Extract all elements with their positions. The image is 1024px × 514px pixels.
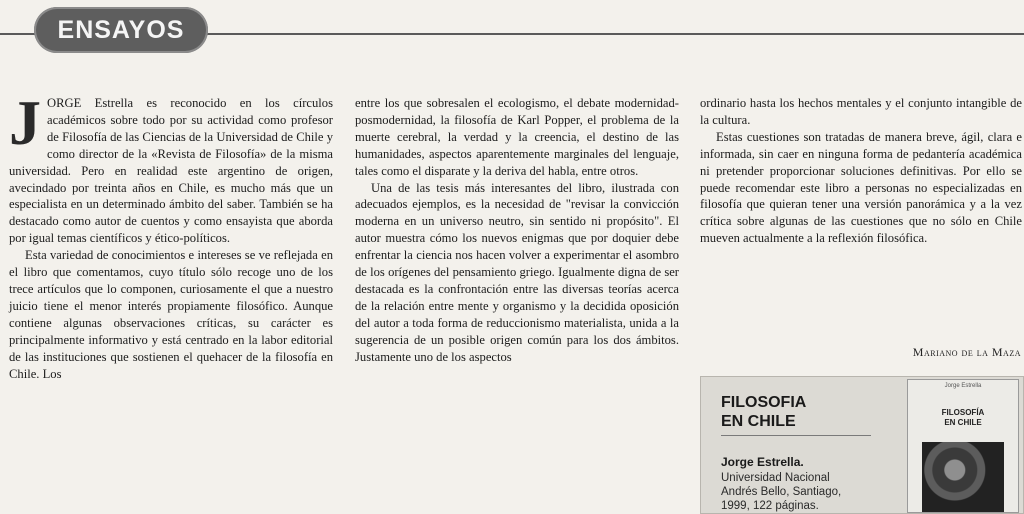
book-details	[721, 471, 901, 513]
paragraph: Esta variedad de conocimientos e intereses se ve reflejada en el libro que comentamos, cuyo título sólo recoge uno de los trece artículos que lo componen, curiosamente el que a nuestro juicio tiene el menor interés propiamente filosófico. Aunque contiene algunas observaciones críticas, su carácter es principalmente informativo y está centrado en la labor editorial de las instituciones que sostienen el quehacer de la filosofía en Chile. Los	[9, 248, 333, 381]
book-year-pages: 1999, 122 páginas.	[721, 500, 819, 512]
article-column-2	[355, 95, 679, 366]
paragraph: ordinario hasta los hechos mentales y el conjunto intangible de la cultura.	[700, 96, 1022, 127]
paragraph: entre los que sobresalen el ecologismo, el debate modernidad-posmodernidad, la filosofía de Karl Popper, el problema de la muerte cerebral, la verdad y la creencia, el destino de las humanidades, aspectos aparentemente marginales del lenguaje, tales como el disparate y la deriva del habla, entre otros.	[355, 96, 679, 178]
book-title-rule	[721, 435, 871, 436]
cover-author: Jorge Estrella	[944, 383, 982, 389]
book-publisher: Universidad Nacional	[721, 472, 830, 484]
book-author: Jorge Estrella.	[721, 455, 804, 469]
book-publisher-location: Andrés Bello, Santiago,	[721, 486, 842, 498]
article-column-3	[700, 95, 1022, 247]
section-tab	[34, 7, 208, 53]
paragraph: Estas cuestiones son tratadas de manera breve, ágil, clara e informada, sin caer en ninguna forma de pedantería académica ni pretender proporcionar soluciones definitivas. Por ello se puede recomendar este libro a personas no especializadas en filosofía que quieran tener una versión panorámica y a la vez crítica sobre algunas de las cuestiones que no sólo en Chile mueven actualmente a la reflexión filosófica.	[700, 129, 1022, 246]
article-column-1	[9, 87, 333, 382]
section-title: ENSAYOS	[57, 15, 185, 44]
book-title-line: EN CHILE	[721, 413, 796, 430]
paragraph	[9, 87, 333, 247]
book-title	[721, 393, 806, 431]
author-signature: Mariano de la Maza	[912, 345, 1021, 359]
cover-title	[908, 408, 1018, 428]
cover-title-line: EN CHILE	[944, 418, 982, 427]
book-info-box	[700, 376, 1024, 514]
book-title-line: FILOSOFIA	[721, 394, 807, 411]
dropcap: J	[9, 87, 41, 158]
paragraph: Una de las tesis más interesantes del libro, ilustrada con adecuados ejemplos, es la necesidad de "revisar la convicción moderna en un universo neutro, sin sentido ni propósito". El autor muestra cómo los nuevos enigmas que por doquier debe enfrentar la ciencia nos hacen volver a experimentar el asombro de los orígenes del pensamiento griego. Igualmente digna de ser destacada es la confrontación entre las diversas teorías acerca de la relación entre mente y organismo y la decidida oposición del autor a toda forma de reduccionismo materialista, unida a la sugerencia de un posible origen común para los dos ámbitos. Justamente uno de los aspectos	[355, 180, 679, 364]
paragraph-text: ORGE Estrella es reconocido en los círculos académicos sobre todo por su actividad como profesor de Filosofía de las Ciencias de la Universidad de Chile y como director de la «Revista de Filosofía» de la misma universidad. Pero en realidad este argentino de origen, avecindado por treinta años en Chile, es mucho más que un especialista en un determinado ámbito del saber. También se ha destacado como autor de cuentos y como ensayista que aborda por igual temas científicos y ético-políticos.	[9, 96, 333, 246]
book-cover-image	[907, 379, 1019, 513]
cover-title-line: FILOSOFÍA	[941, 408, 985, 417]
cover-artwork	[922, 442, 1004, 512]
